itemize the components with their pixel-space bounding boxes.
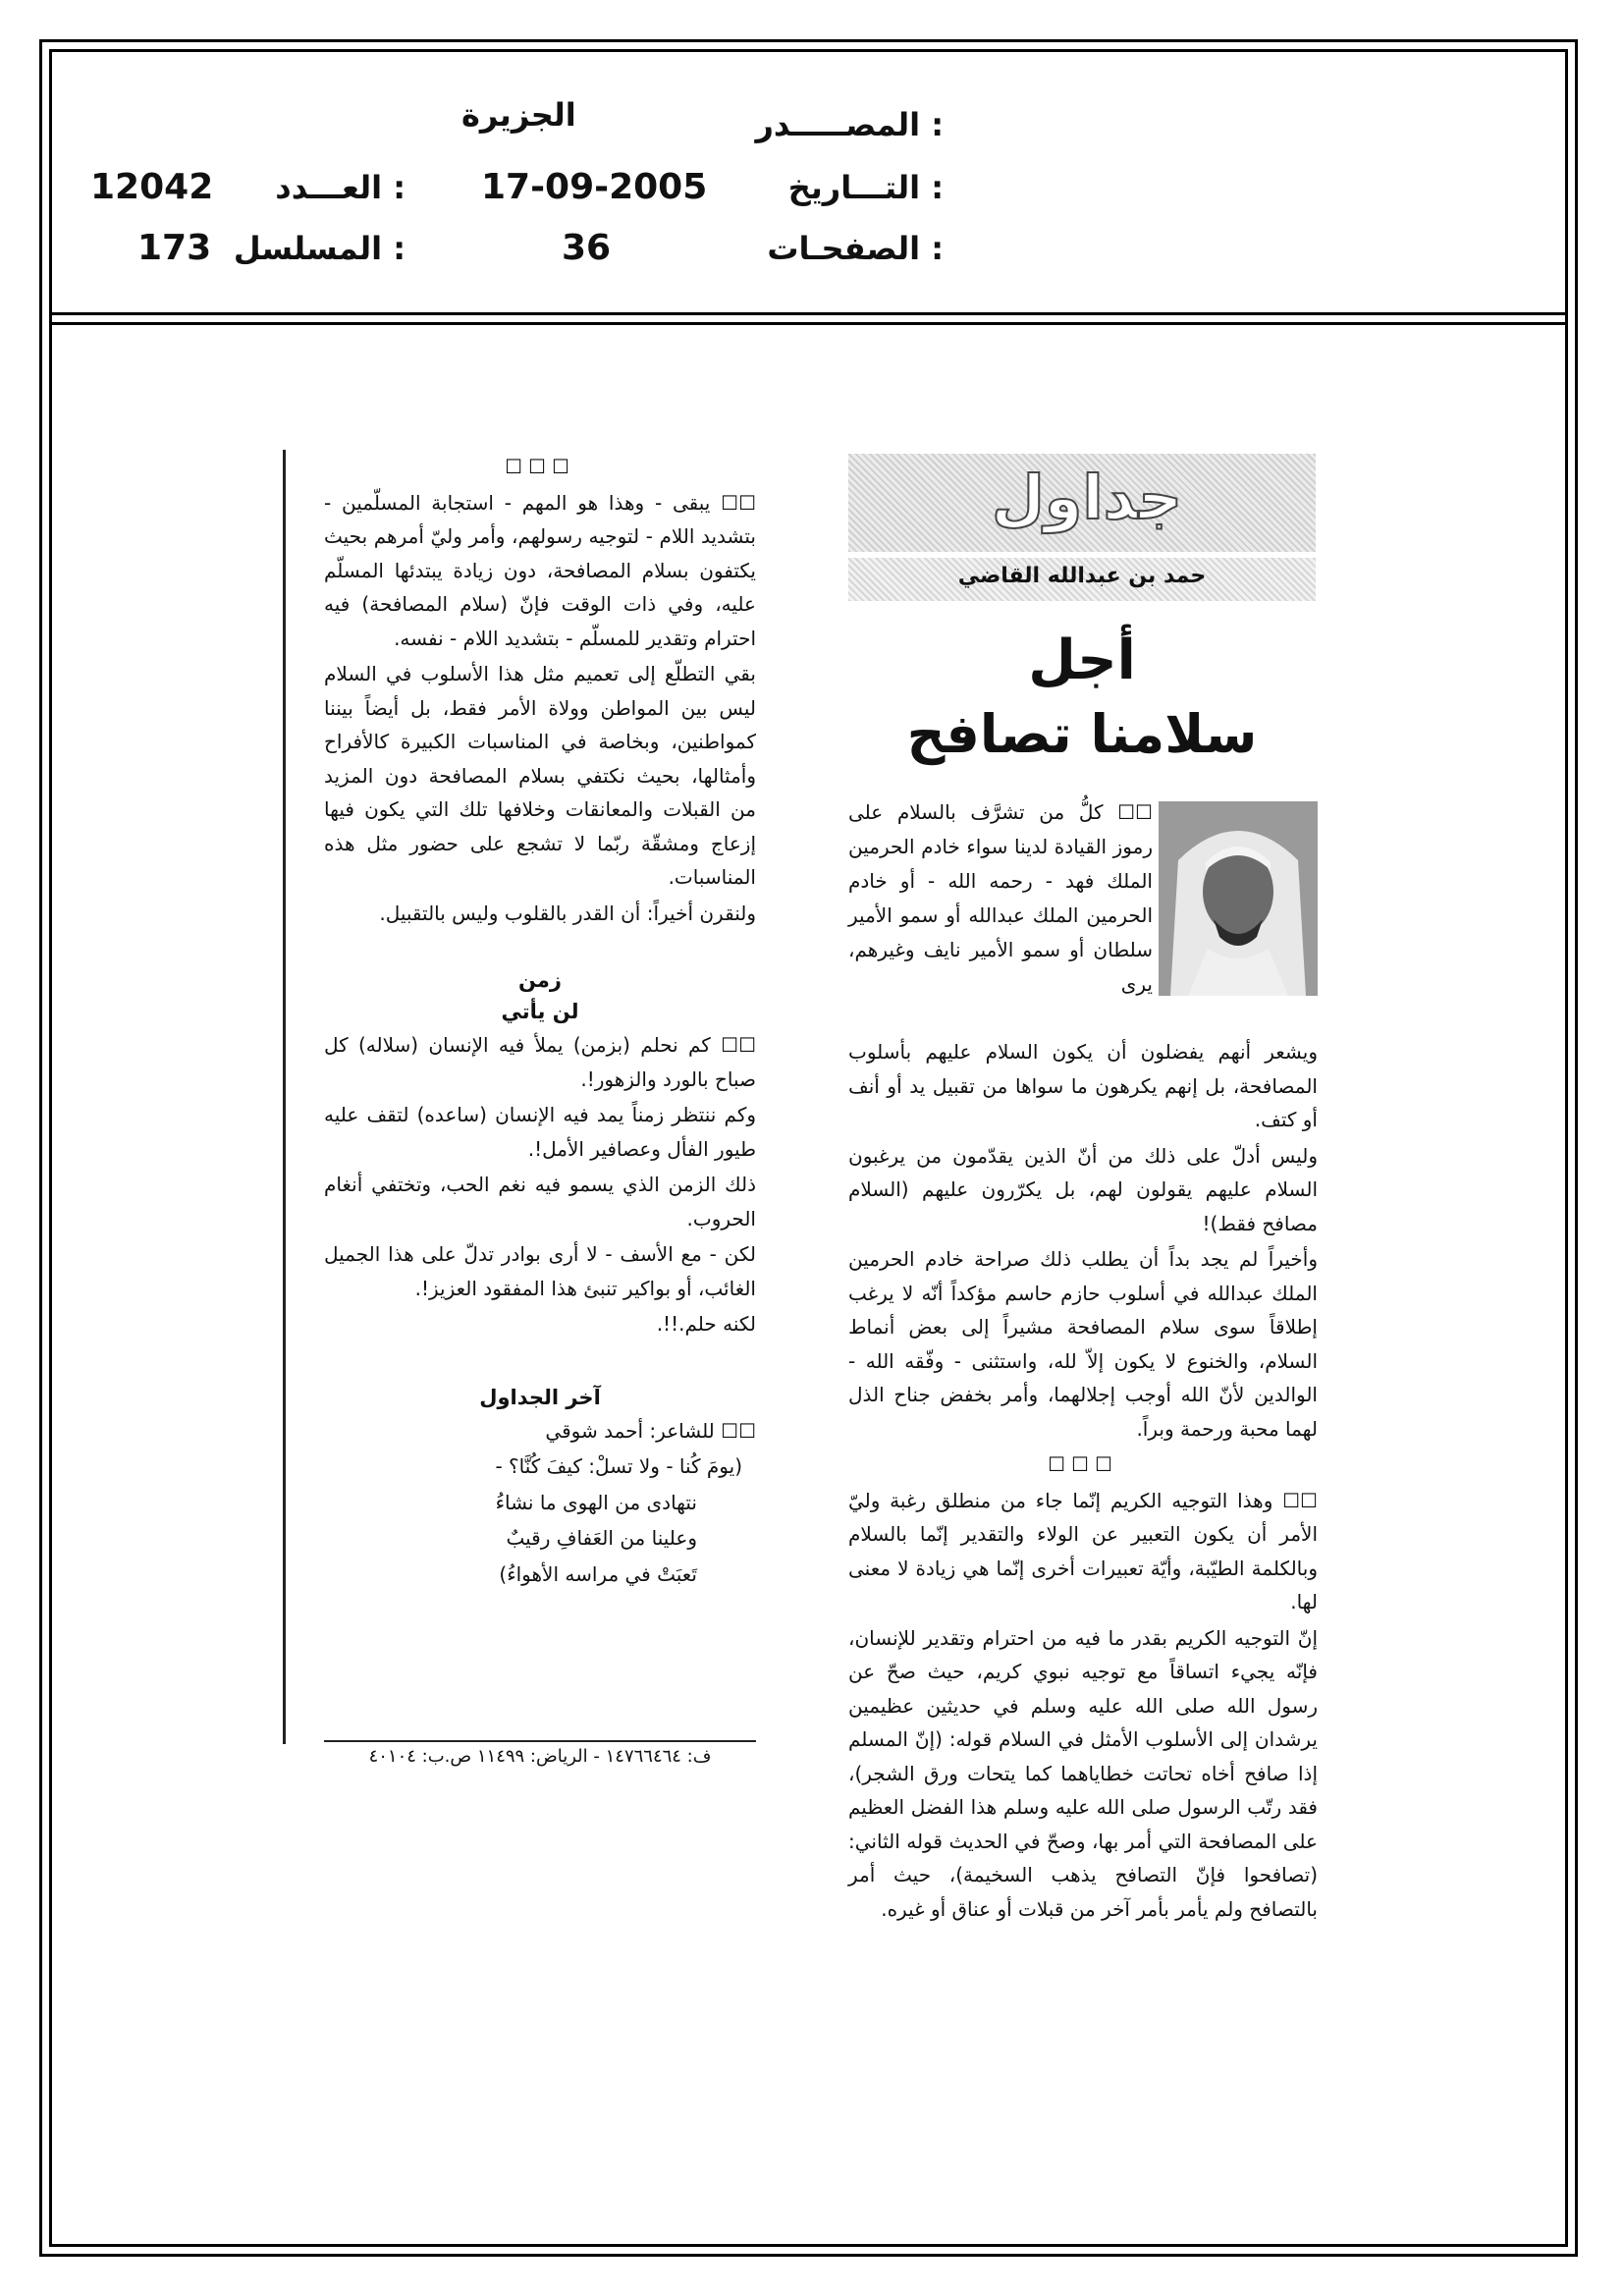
date-value: 17-09-2005 [481, 167, 708, 207]
poem-line-1: (يومَ كُنا - ولا تسلْ: كيفَ كُنَّا؟ - [495, 1454, 742, 1478]
poem-intro: ☐☐ للشاعر: أحمد شوقي [545, 1418, 756, 1443]
header-divider-bottom [49, 322, 1568, 325]
serial-label: المسلسل : [233, 230, 406, 267]
poem-line-2: نتهادى من الهوى ما نشاءُ [495, 1490, 697, 1514]
left-paragraph-1: ☐☐ يبقى - وهذا هو المهم - استجابة المسلّمين - بتشديد اللام - لتوجيه رسولهم، وأمر وليّ أمرهم بحيث يكتفون بسلام المصافحة، دون زيادة يبتدئها المسلّم عليه، وفي ذات الوقت فإنّ (سلام المصافحة) فيه احترام وتقدير للمسلّم - بتشديد اللام - نفسه. [324, 490, 756, 650]
footer-rule [324, 1740, 756, 1742]
intro-paragraph: ☐☐ كلُّ من تشرَّف بالسلام على رموز القيادة لدينا سواء خادم الحرمين الملك فهد - رحمه الله - أو خادم الحرمين الملك عبدالله أو سمو الأمير سلطان أو سمو الأمير نايف وغيرهم، يرى [848, 800, 1153, 996]
left-paragraph-6: ذلك الزمن الذي يسمو فيه نغم الحب، وتختفي أنغام الحروب. [324, 1173, 756, 1230]
author-name: حمد بن عبدالله القاضي [957, 564, 1207, 588]
right-paragraph-4: ☐☐ وهذا التوجيه الكريم إنّما جاء من منطلق رغبة وليّ الأمر أن يكون التعبير عن الولاء والتقدير إنّما بالسلام وبالكلمة الطيّبة، وأيّة تعبيرات أخرى إنّما هي زيادة لا معنى لها. [848, 1488, 1318, 1613]
poem-line-3: وعلينا من العَفافِ رقيبٌ [506, 1526, 697, 1550]
pages-label: الصفحـات : [767, 230, 944, 267]
contact-footer: ف: ١٤٧٦٦٤٦٤ - الرياض: ١١٤٩٩ ص.ب: ٤٠١٠٤ [368, 1746, 712, 1767]
source-value: الجزيرة [461, 96, 576, 134]
right-paragraph-3: وأخيراً لم يجد بداً أن يطلب ذلك صراحة خادم الحرمين الملك عبدالله في أسلوب حازم حاسم مؤكداً أنّه لا يرغب إطلاقاً سوى سلام المصافحة مشيراً إلى بعض أنماط السلام، والخنوع لا يكون إلاّ لله، واستثنى - وفّقه الله - الوالدين لأنّ الله أوجب إجلالهما، وأمر بخفض جناح الذل لهما محبة ورحمة وبراً. [848, 1247, 1318, 1441]
subhead-time-line1: زمن [518, 968, 562, 992]
right-paragraph-2: وليس أدلّ على ذلك من أنّ الذين يقدّمون من يرغبون السلام عليهم يقولون لهم، بل يكرّرون عليهم (السلام مصافح فقط)! [848, 1143, 1318, 1235]
left-paragraph-7: لكن - مع الأسف - لا أرى بوادر تدلّ على هذا الجميل الغائب، أو بواكير تنبئ هذا المفقود العزيز!. [324, 1242, 756, 1300]
left-paragraph-2: بقي التطلّع إلى تعميم مثل هذا الأسلوب في السلام ليس بين المواطن وولاة الأمر فقط، بل أيضاً بيننا كمواطنين، وبخاصة في المناسبات الكبيرة كالأفراح وأمثالها، بحيث نكتفي بسلام المصافحة دون المزيد من القبلات والمعانقات وخلافها تلك التي يكون فيها إزعاج ومشقّة ربّما لا تشجع على حضور مثل هذه المناسبات. [324, 662, 756, 889]
poem-line-4: تَعبَتْ في مراسه الأهواءُ) [499, 1561, 697, 1586]
author-photo-image [1159, 801, 1318, 996]
left-paragraph-5: وكم ننتظر زمناً يمد فيه الإنسان (ساعده) لتقف عليه طيور الفأل وعصافير الأمل!. [324, 1103, 756, 1161]
page-border-inner [49, 49, 1568, 2247]
right-column-body [848, 1035, 1318, 1928]
author-photo [1159, 801, 1318, 996]
right-column-intro [848, 795, 1153, 1004]
issue-value: 12042 [90, 167, 214, 207]
header-divider-top [49, 312, 1568, 315]
left-paragraph-8: لكنه حلم.!!. [656, 1312, 756, 1336]
column-name: جداول [992, 462, 1183, 533]
right-paragraph-5: إنّ التوجيه الكريم بقدر ما فيه من احترام وتقدير للإنسان، فإنّه يجيء اتساقاً مع توجيه نبوي كريم، حيث صحّ عن رسول الله صلى الله عليه وسلم في حديثين عظيمين يرشدان إلى الأسلوب الأمثل في السلام قوله: (إنّ المسلم إذا صافح أخاه تحاتت خطاياهما كما يتحات ورق الشجر)، فقد رتّب الرسول صلى الله عليه وسلم هذا الفضل العظيم على المصافحة التي أمر بها، وصحّ في الحديث قوله الثاني: (تصافحوا فإنّ التصافح يذهب السخيمة)، حيث أمر بالتصافح ولم يأمر بأمر آخر من قبلات أو عناق أو غيره. [848, 1625, 1318, 1921]
column-left-rule [283, 450, 286, 1744]
section-separator-boxes: ☐☐☐ [1048, 1452, 1118, 1476]
date-label: التـــاريخ : [787, 169, 944, 206]
left-paragraph-3: ولنقرن أخيراً: أن القدر بالقلوب وليس بالتقبيل. [379, 901, 756, 925]
issue-label: العـــدد : [275, 169, 406, 206]
headline-line1: أجل [1028, 629, 1136, 692]
serial-value: 173 [137, 228, 212, 268]
left-separator-boxes: ☐☐☐ [505, 455, 575, 478]
subhead-last-columns: آخر الجداول [479, 1385, 601, 1409]
right-paragraph-1: ويشعر أنهم يفضلون أن يكون السلام عليهم بأسلوب المصافحة، بل إنهم يكرهون ما سواها من تقبيل يد أو أنف أو كتف. [848, 1040, 1318, 1131]
subhead-time-line2: لن يأتي [501, 1000, 579, 1023]
headline-line2: سلامنا تصافح [906, 703, 1258, 765]
source-label: المصـــــدر : [755, 106, 944, 143]
left-paragraph-4: ☐☐ كم نحلم (بزمن) يملأ فيه الإنسان (سلاله) كل صباح بالورد والزهور!. [324, 1033, 756, 1091]
pages-value: 36 [562, 228, 612, 268]
left-column-body [324, 450, 756, 1593]
